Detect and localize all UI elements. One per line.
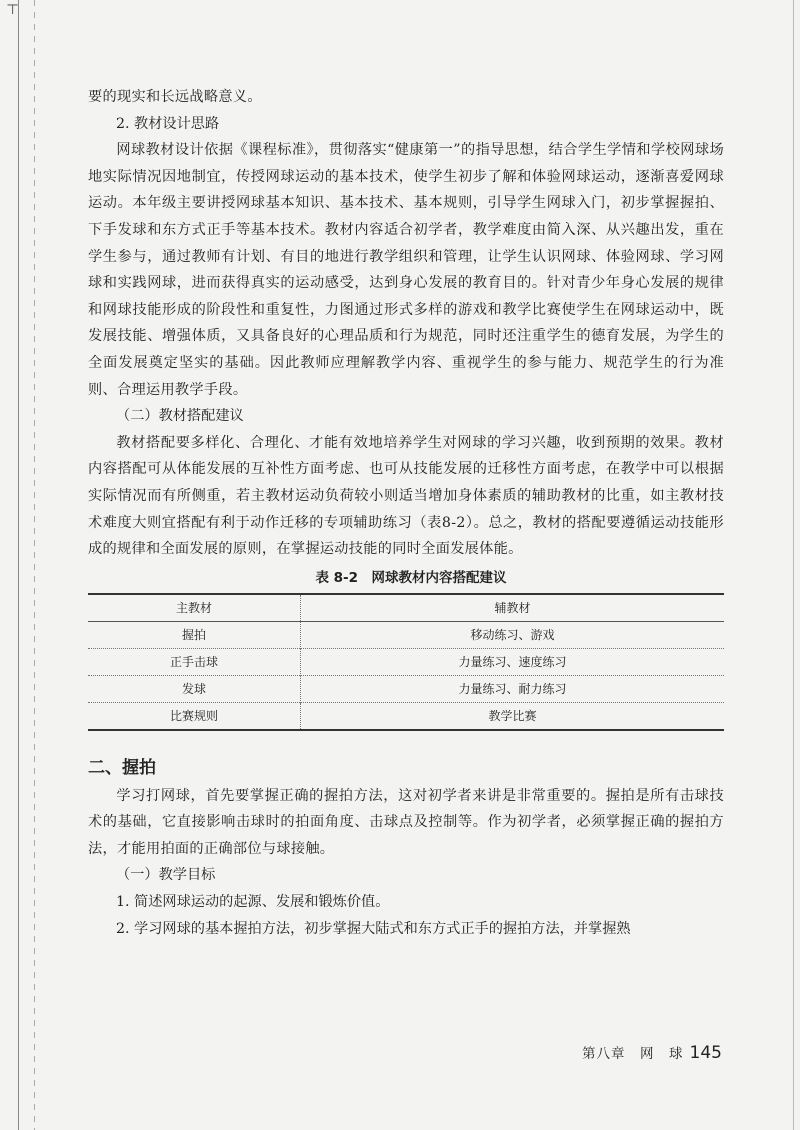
paragraph-grip: 学习打网球，首先要掌握正确的握拍方法，这对初学者来讲是非常重要的。握拍是所有击球技术的基础，它直接影响击球时的拍面角度、击球点及控制等。作为初学者，必须掌握正确的握拍方法，才能用拍面的正确部位与球接触。: [88, 787, 724, 857]
list-item: 1. 简述网球运动的起源、发展和锻炼价值。: [116, 894, 390, 911]
table-header-row: [88, 594, 724, 622]
table-cell-main: 握拍: [88, 621, 301, 648]
paragraph-continuation: 要的现实和长远战略意义。: [88, 89, 262, 105]
subheading-teaching-goals: （一）教学目标: [116, 867, 216, 884]
list-item: 2. 学习网球的基本握拍方法，初步掌握大陆式和东方式正手的握拍方法，并掌握熟: [116, 920, 631, 937]
matching-table: [88, 593, 724, 731]
table-cell-main: 比赛规则: [88, 702, 301, 730]
paragraph-material-matching: 教材搭配要多样化、合理化、才能有效地培养学生对网球的学习兴趣，收到预期的效果。教材内容搭配可从体能发展的互补性方面考虑、也可从技能发展的迁移性方面考虑，在教学中可以根据实际情况而有所侧重，若主教材运动负荷较小则适当增加身体素质的辅助教材的比重，如主教材技术难度大则宜搭配有利于动作迁移的专项辅助练习（表8-2）。总之，教材的搭配要遵循运动技能形成的规律和全面发展的原则，在掌握运动技能的同时全面发展体能。: [88, 434, 724, 558]
table-cell-aux: 移动练习、游戏: [470, 628, 555, 643]
page-footer: [582, 1042, 722, 1063]
table-title: 表 8-2 网球教材内容搭配建议: [315, 569, 507, 586]
page-right-edge: [793, 0, 794, 1130]
paragraph-design-idea: 网球教材设计依据《课程标准》，贯彻落实“健康第一”的指导思想，结合学生学情和学校网球场地实际情况因地制宜，传授网球运动的基本技术，使学生初步了解和体验网球运动，逐渐喜爱网球运动。本年级主要讲授网球基本知识、基本技术、基本规则，引导学生网球入门，初步掌握握拍、下手发球和东方式正手等基本技术。教材内容适合初学者，教学难度由简入深、从兴趣出发，重在学生参与，通过教师有计划、有目的地进行教学组织和管理，让学生认识网球、体验网球、学习网球和实践网球，进而获得真实的运动感受，达到身心发展的教育目的。针对青少年身心发展的规律和网球技能形成的阶段性和重复性，力图通过形式多样的游戏和教学比赛使学生在网球运动中，既发展技能、增强体质，又具备良好的心理品质和行为规范，同时还注重学生的德育发展，为学生的全面发展奠定坚实的基础。因此教师应理解教学内容、重视学生的参与能力、规范学生的行为准则、合理运用教学手段。: [88, 142, 724, 398]
binding-edge-line: [18, 0, 19, 1130]
subheading-design-idea: 2. 教材设计思路: [116, 115, 220, 132]
table-row: [88, 702, 724, 730]
table-8-2: [88, 567, 724, 731]
subheading-material-matching: （二）教材搭配建议: [116, 408, 244, 425]
table-header-aux: 辅教材: [494, 601, 531, 616]
table-cell-main: 正手击球: [88, 648, 301, 675]
table-cell-aux: 力量练习、耐力练习: [458, 682, 567, 697]
scan-corner-mark-icon: ⊤: [6, 2, 20, 18]
binding-dashed-line: [34, 0, 35, 1130]
section-title-grip: 二、握拍: [88, 757, 156, 778]
page-number: 145: [689, 1043, 722, 1063]
table-row: [88, 621, 724, 648]
table-cell-aux: 力量练习、速度练习: [458, 655, 567, 670]
chapter-label: 第八章 网 球: [582, 1046, 684, 1062]
table-row: [88, 648, 724, 675]
table-cell-main: 发球: [88, 675, 301, 702]
table-header-main: 主教材: [88, 594, 301, 622]
table-row: [88, 675, 724, 702]
page-content: [88, 84, 724, 942]
table-cell-aux: 教学比赛: [488, 709, 537, 724]
